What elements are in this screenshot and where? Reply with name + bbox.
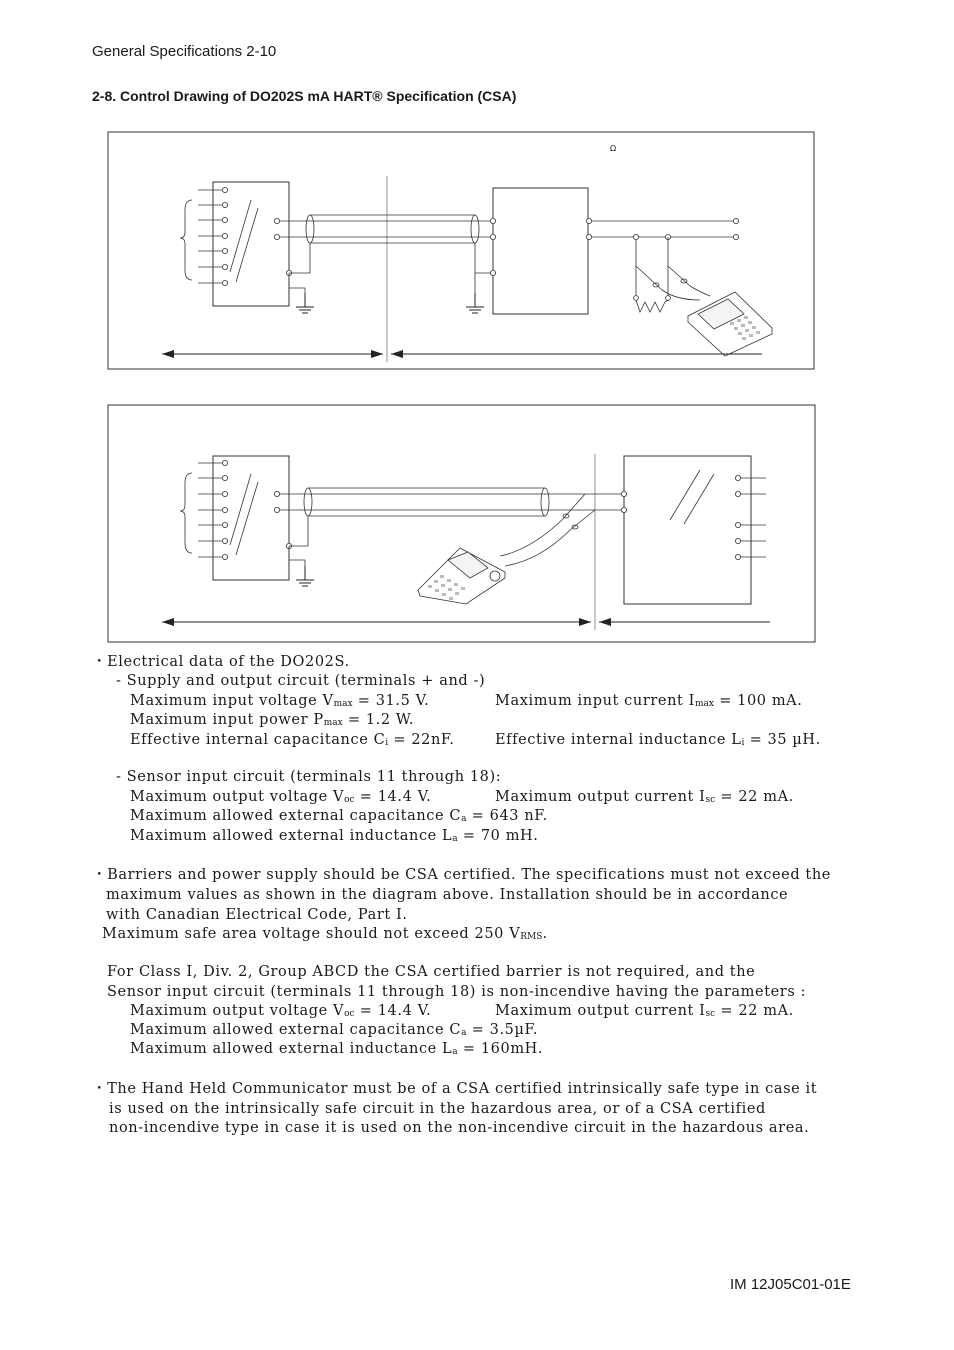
div2-voc-line: Maximum output voltage $V_{oc} = 14.4$ V. — [130, 1003, 432, 1019]
imax-line: Maximum input current $I_{max} = 100$ mA. — [495, 693, 803, 709]
ca-line: Maximum allowed external capacitance $C_a = 643$ nF. — [130, 808, 548, 824]
doc-number: IM 12J05C01-01E — [730, 1276, 851, 1293]
barriers-line-1: ・Barriers and power supply should be CSA certified. The specifications must not exceed the — [92, 867, 831, 883]
communicator-line-3: non-incendive type in case it is used on the non-incendive circuit in the hazardous area. — [109, 1120, 810, 1136]
barriers-line-4: Maximum safe area voltage should not exceed 250 $V_{RMS}$. — [102, 926, 548, 942]
sensor-heading: - Sensor input circuit (terminals 11 through 18): — [116, 769, 502, 785]
supply-heading: - Supply and output circuit (terminals + and -) — [116, 673, 486, 689]
li-line: Effective internal inductance $L_i = 35$ µH. — [495, 732, 821, 748]
voc-line: Maximum output voltage $V_{oc} = 14.4$ V. — [130, 789, 432, 805]
barriers-line-3: with Canadian Electrical Code, Part I. — [106, 907, 408, 923]
section-title: 2-8. Control Drawing of DO202S mA HART® Specification (CSA) — [92, 88, 517, 104]
communicator-line-2: is used on the intrinsically safe circuit in the hazardous area, or of a CSA certified — [109, 1101, 766, 1117]
diagram-intrinsic-safety — [108, 132, 814, 369]
electrical-intro: ・Electrical data of the DO202S. — [92, 654, 350, 670]
ci-line: Effective internal capacitance $C_i = 22nF$. — [130, 732, 455, 748]
isc-line: Maximum output current $I_{sc} = 22$ mA. — [495, 789, 794, 805]
vmax-line: Maximum input voltage $V_{max} = 31.5$ V. — [130, 693, 430, 709]
div2-isc-line: Maximum output current $I_{sc} = 22$ mA. — [495, 1003, 794, 1019]
ohm-symbol: Ω — [610, 144, 617, 153]
communicator-line-1: ・The Hand Held Communicator must be of a CSA certified intrinsically safe type in case it — [92, 1081, 818, 1097]
distributor-block — [621, 456, 766, 604]
barrier-block — [490, 188, 591, 314]
div2-line-2: Sensor input circuit (terminals 11 through 18) is non-incendive having the parameters : — [107, 984, 807, 1000]
div2-line-1: For Class I, Div. 2, Group ABCD the CSA certified barrier is not required, and the — [107, 964, 756, 980]
la-line: Maximum allowed external inductance $L_a = 70$ mH. — [130, 828, 539, 844]
div2-la-line: Maximum allowed external inductance $L_a = 160mH$. — [130, 1041, 544, 1057]
handheld-communicator-2 — [418, 548, 505, 604]
barriers-line-2: maximum values as shown in the diagram above. Installation should be in accordance — [106, 887, 789, 903]
running-title: General Specifications 2-10 — [92, 43, 277, 60]
div2-ca-line: Maximum allowed external capacitance $C_a = 3.5\mu F$. — [130, 1022, 539, 1038]
transmitter-block — [180, 182, 292, 306]
transmitter-block-2 — [180, 456, 292, 580]
diagram-non-incendive — [108, 405, 815, 642]
pmax-line: Maximum input power $P_{max} = 1.2$ W. — [130, 712, 415, 728]
handheld-communicator-1 — [688, 292, 772, 356]
control-drawings — [0, 0, 954, 660]
